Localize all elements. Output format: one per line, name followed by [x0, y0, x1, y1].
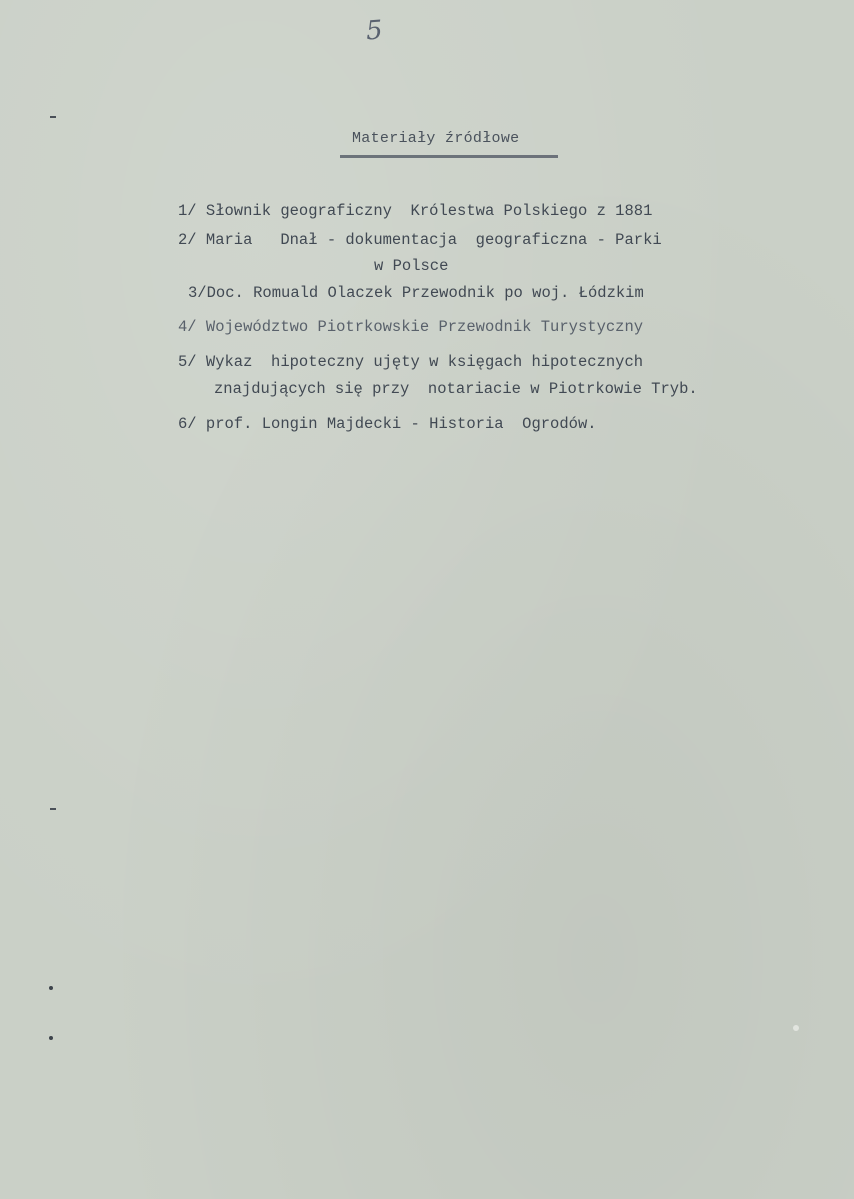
paper-speck [793, 1025, 799, 1031]
margin-punch-dot-lower [49, 1036, 53, 1040]
margin-dash-mark-lower [50, 808, 56, 810]
source-entry-5-continuation: znajdujących się przy notariacie w Piotrkowie Tryb. [214, 380, 698, 398]
margin-dash-mark [50, 116, 56, 118]
source-entry-6: 6/ prof. Longin Majdecki - Historia Ogrodów. [178, 415, 597, 433]
source-entry-3: 3/Doc. Romuald Olaczek Przewodnik po woj. Łódzkim [188, 284, 644, 302]
source-entry-2: 2/ Maria Dnał - dokumentacja geograficzna - Parki [178, 231, 662, 249]
source-entry-1: 1/ Słownik geograficzny Królestwa Polskiego z 1881 [178, 202, 653, 220]
page-number: 5 [364, 15, 384, 47]
source-entry-5: 5/ Wykaz hipoteczny ujęty w księgach hipotecznych [178, 353, 644, 371]
source-entry-4: 4/ Województwo Piotrkowskie Przewodnik Turystyczny [178, 318, 644, 336]
title-underline [340, 155, 558, 158]
margin-punch-dot [49, 986, 53, 990]
source-entry-2-continuation: w Polsce [374, 257, 449, 275]
section-title: Materiały źródłowe [352, 130, 520, 147]
